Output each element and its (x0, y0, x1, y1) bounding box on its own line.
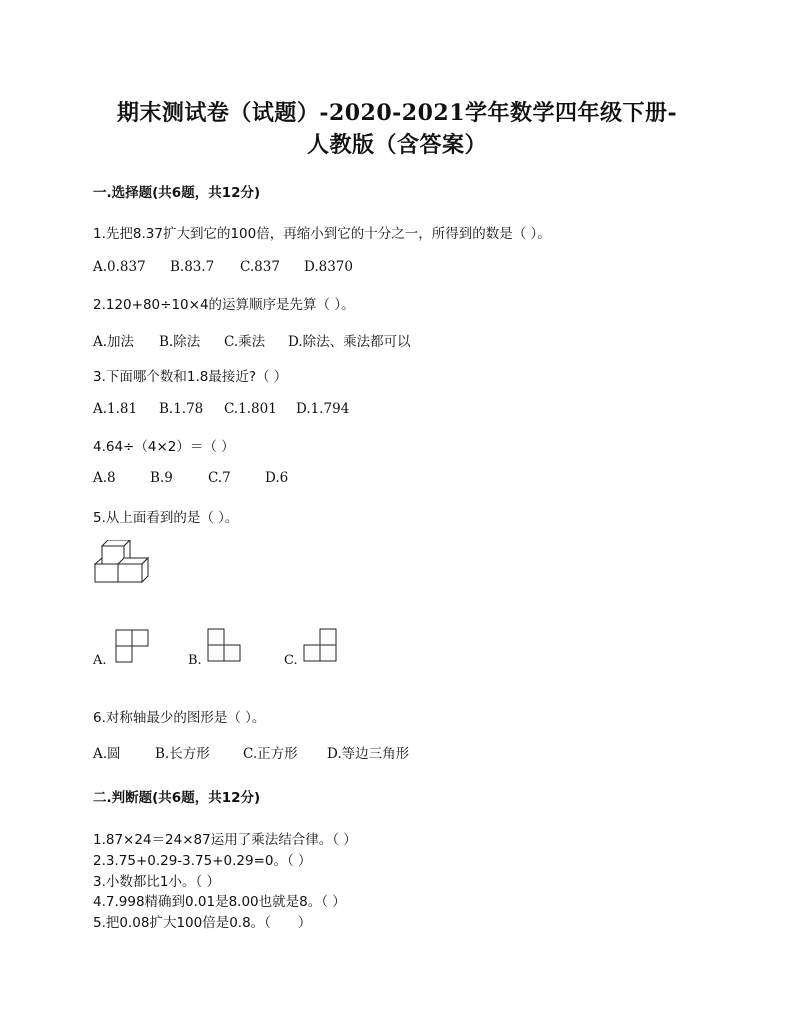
option-b: B.除法 (159, 334, 201, 350)
option-a: A.圆 (93, 746, 121, 762)
option-a: A.8 (93, 470, 116, 486)
option-d: D.等边三角形 (327, 746, 410, 762)
option-c-figure (301, 626, 339, 664)
option-d: D.1.794 (296, 401, 350, 417)
option-c: C.7 (208, 470, 231, 486)
option-b: B.1.78 (159, 401, 204, 417)
question-5: 5.从上面看到的是（ ）。 (93, 510, 239, 526)
option-c: C.正方形 (243, 746, 298, 762)
page-title-line2: 人教版（含答案） (306, 132, 487, 158)
option-b: B.9 (150, 470, 173, 486)
page-title-line1: 期末测试卷（试题）-2020-2021学年数学四年级下册- (116, 100, 678, 126)
question-2: 2.120+80÷10×4的运算顺序是先算（ ）。 (93, 297, 355, 313)
question-1: 1.先把8.37扩大到它的100倍，再缩小到它的十分之一，所得到的数是（ ）。 (93, 226, 551, 242)
section1-heading: 一.选择题(共6题，共12分) (93, 185, 261, 201)
option-a: A.1.81 (93, 401, 138, 417)
section2-heading: 二.判断题(共6题，共12分) (93, 790, 261, 806)
judge-item-3: 3.小数都比1小。（ ） (93, 874, 221, 890)
judge-item-4: 4.7.998精确到0.01是8.00也就是8。（ ） (93, 894, 346, 910)
option-d: D.除法、乘法都可以 (288, 334, 411, 350)
option-d: D.8370 (304, 259, 353, 275)
option-b-label: B. (188, 653, 202, 668)
option-c: C.837 (240, 259, 280, 275)
option-a-figure (114, 628, 150, 664)
judge-item-1: 1.87×24＝24×87运用了乘法结合律。（ ） (93, 832, 357, 848)
option-b: B.83.7 (170, 259, 215, 275)
option-d: D.6 (265, 470, 289, 486)
option-c: C.1.801 (224, 401, 277, 417)
question-3: 3.下面哪个数和1.8最接近?（ ） (93, 369, 288, 385)
option-a: A.加法 (93, 334, 135, 350)
cube-stack-figure (92, 540, 152, 584)
option-b-figure (205, 626, 243, 664)
judge-item-5: 5.把0.08扩大100倍是0.8。（ ） (93, 915, 312, 931)
judge-item-2: 2.3.75+0.29-3.75+0.29=0。（ ） (93, 853, 312, 869)
option-b: B.长方形 (155, 746, 210, 762)
option-a-label: A. (93, 653, 107, 668)
option-c: C.乘法 (224, 334, 266, 350)
question-6: 6.对称轴最少的图形是（ ）。 (93, 710, 266, 726)
option-a: A.0.837 (93, 259, 146, 275)
question-4: 4.64÷（4×2）＝（ ） (93, 439, 235, 455)
option-c-label: C. (284, 653, 298, 668)
